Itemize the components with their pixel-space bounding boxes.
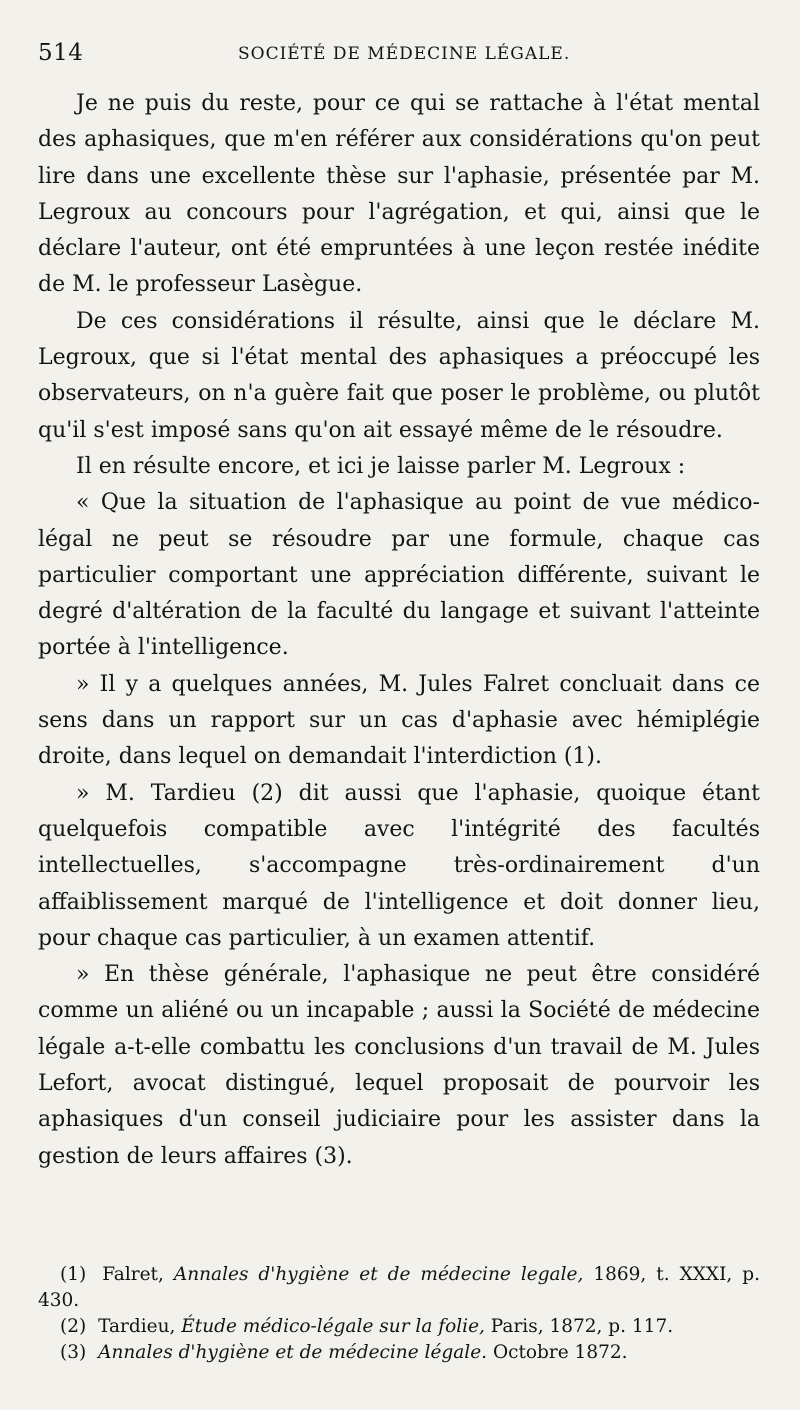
footnote-rest: Paris, 1872, p. 117.	[490, 1316, 674, 1337]
paragraph-6: » M. Tardieu (2) dit aussi que l'aphasie, quoique étant quelquefois compatible avec l'intégrité des facultés intellectuelles, s'accompagne très-ordinairement d'un affaiblissement marqué de l'intelligence et doit donner lieu, pour chaque cas particulier, à un examen attentif.	[38, 780, 760, 951]
footnote-3	[38, 1340, 760, 1366]
running-title: SOCIÉTÉ DE MÉDECINE LÉGALE.	[238, 44, 571, 64]
footnote-mark: (1)	[60, 1264, 87, 1285]
footnote-1	[38, 1262, 760, 1314]
paragraph-1: Je ne puis du reste, pour ce qui se rattache à l'état mental des aphasiques, que m'en référer aux considérations qu'on peut lire dans une excellente thèse sur l'aphasie, présentée par M. Legroux au concours pour l'agrégation, et qui, ainsi que le déclare l'auteur, ont été empruntées à une leçon restée inédite de M. le professeur Lasègue.	[38, 91, 760, 298]
footnote-title: Étude médico-légale sur la folie,	[181, 1316, 485, 1337]
footnote-author: Falret,	[102, 1264, 164, 1285]
paragraph-7: » En thèse générale, l'aphasique ne peut être considéré comme un aliéné ou un incapable ; aussi la Société de médecine légale a-t-elle combattu les conclusions d'un travail de M. Jules Lefort, avocat distingué, lequel proposait de pourvoir les aphasiques d'un conseil judiciaire pour les assister dans la gestion de leurs affaires (3).	[38, 962, 760, 1169]
footnote-mark: (3)	[60, 1342, 87, 1363]
paragraph-3: Il en résulte encore, et ici je laisse parler M. Legroux :	[76, 453, 686, 479]
paragraph-2: De ces considérations il résulte, ainsi que le déclare M. Legroux, que si l'état mental des aphasiques a préoccupé les observateurs, on n'a guère fait que poser le problème, ou plutôt qu'il s'est imposé sans qu'on ait essayé même de le résoudre.	[38, 308, 760, 443]
footnote-rest: Octobre 1872.	[492, 1342, 628, 1363]
footnote-title: Annales d'hygiène et de médecine légale.	[98, 1342, 488, 1363]
footnote-2	[38, 1314, 760, 1340]
paragraph-4: « Que la situation de l'aphasique au point de vue médico-légal ne peut se résoudre par une formule, chaque cas particulier comportant une appréciation différente, suivant le degré d'altération de la faculté du langage et suivant l'atteinte portée à l'intelligence.	[38, 490, 760, 661]
paragraph-5: » Il y a quelques années, M. Jules Falret concluait dans ce sens dans un rapport sur un cas d'aphasie avec hémiplégie droite, dans lequel on demandait l'interdiction (1).	[38, 671, 760, 770]
footnotes	[38, 1262, 760, 1366]
running-head	[38, 38, 760, 78]
footnote-rest: 1869, t. XXXI, p. 430.	[38, 1264, 760, 1311]
body-text	[38, 86, 760, 1175]
footnote-title: Annales d'hygiène et de médecine legale,	[173, 1264, 584, 1285]
page-number: 514	[38, 40, 84, 66]
footnote-mark: (2)	[60, 1316, 87, 1337]
footnote-author: Tardieu,	[98, 1316, 176, 1337]
